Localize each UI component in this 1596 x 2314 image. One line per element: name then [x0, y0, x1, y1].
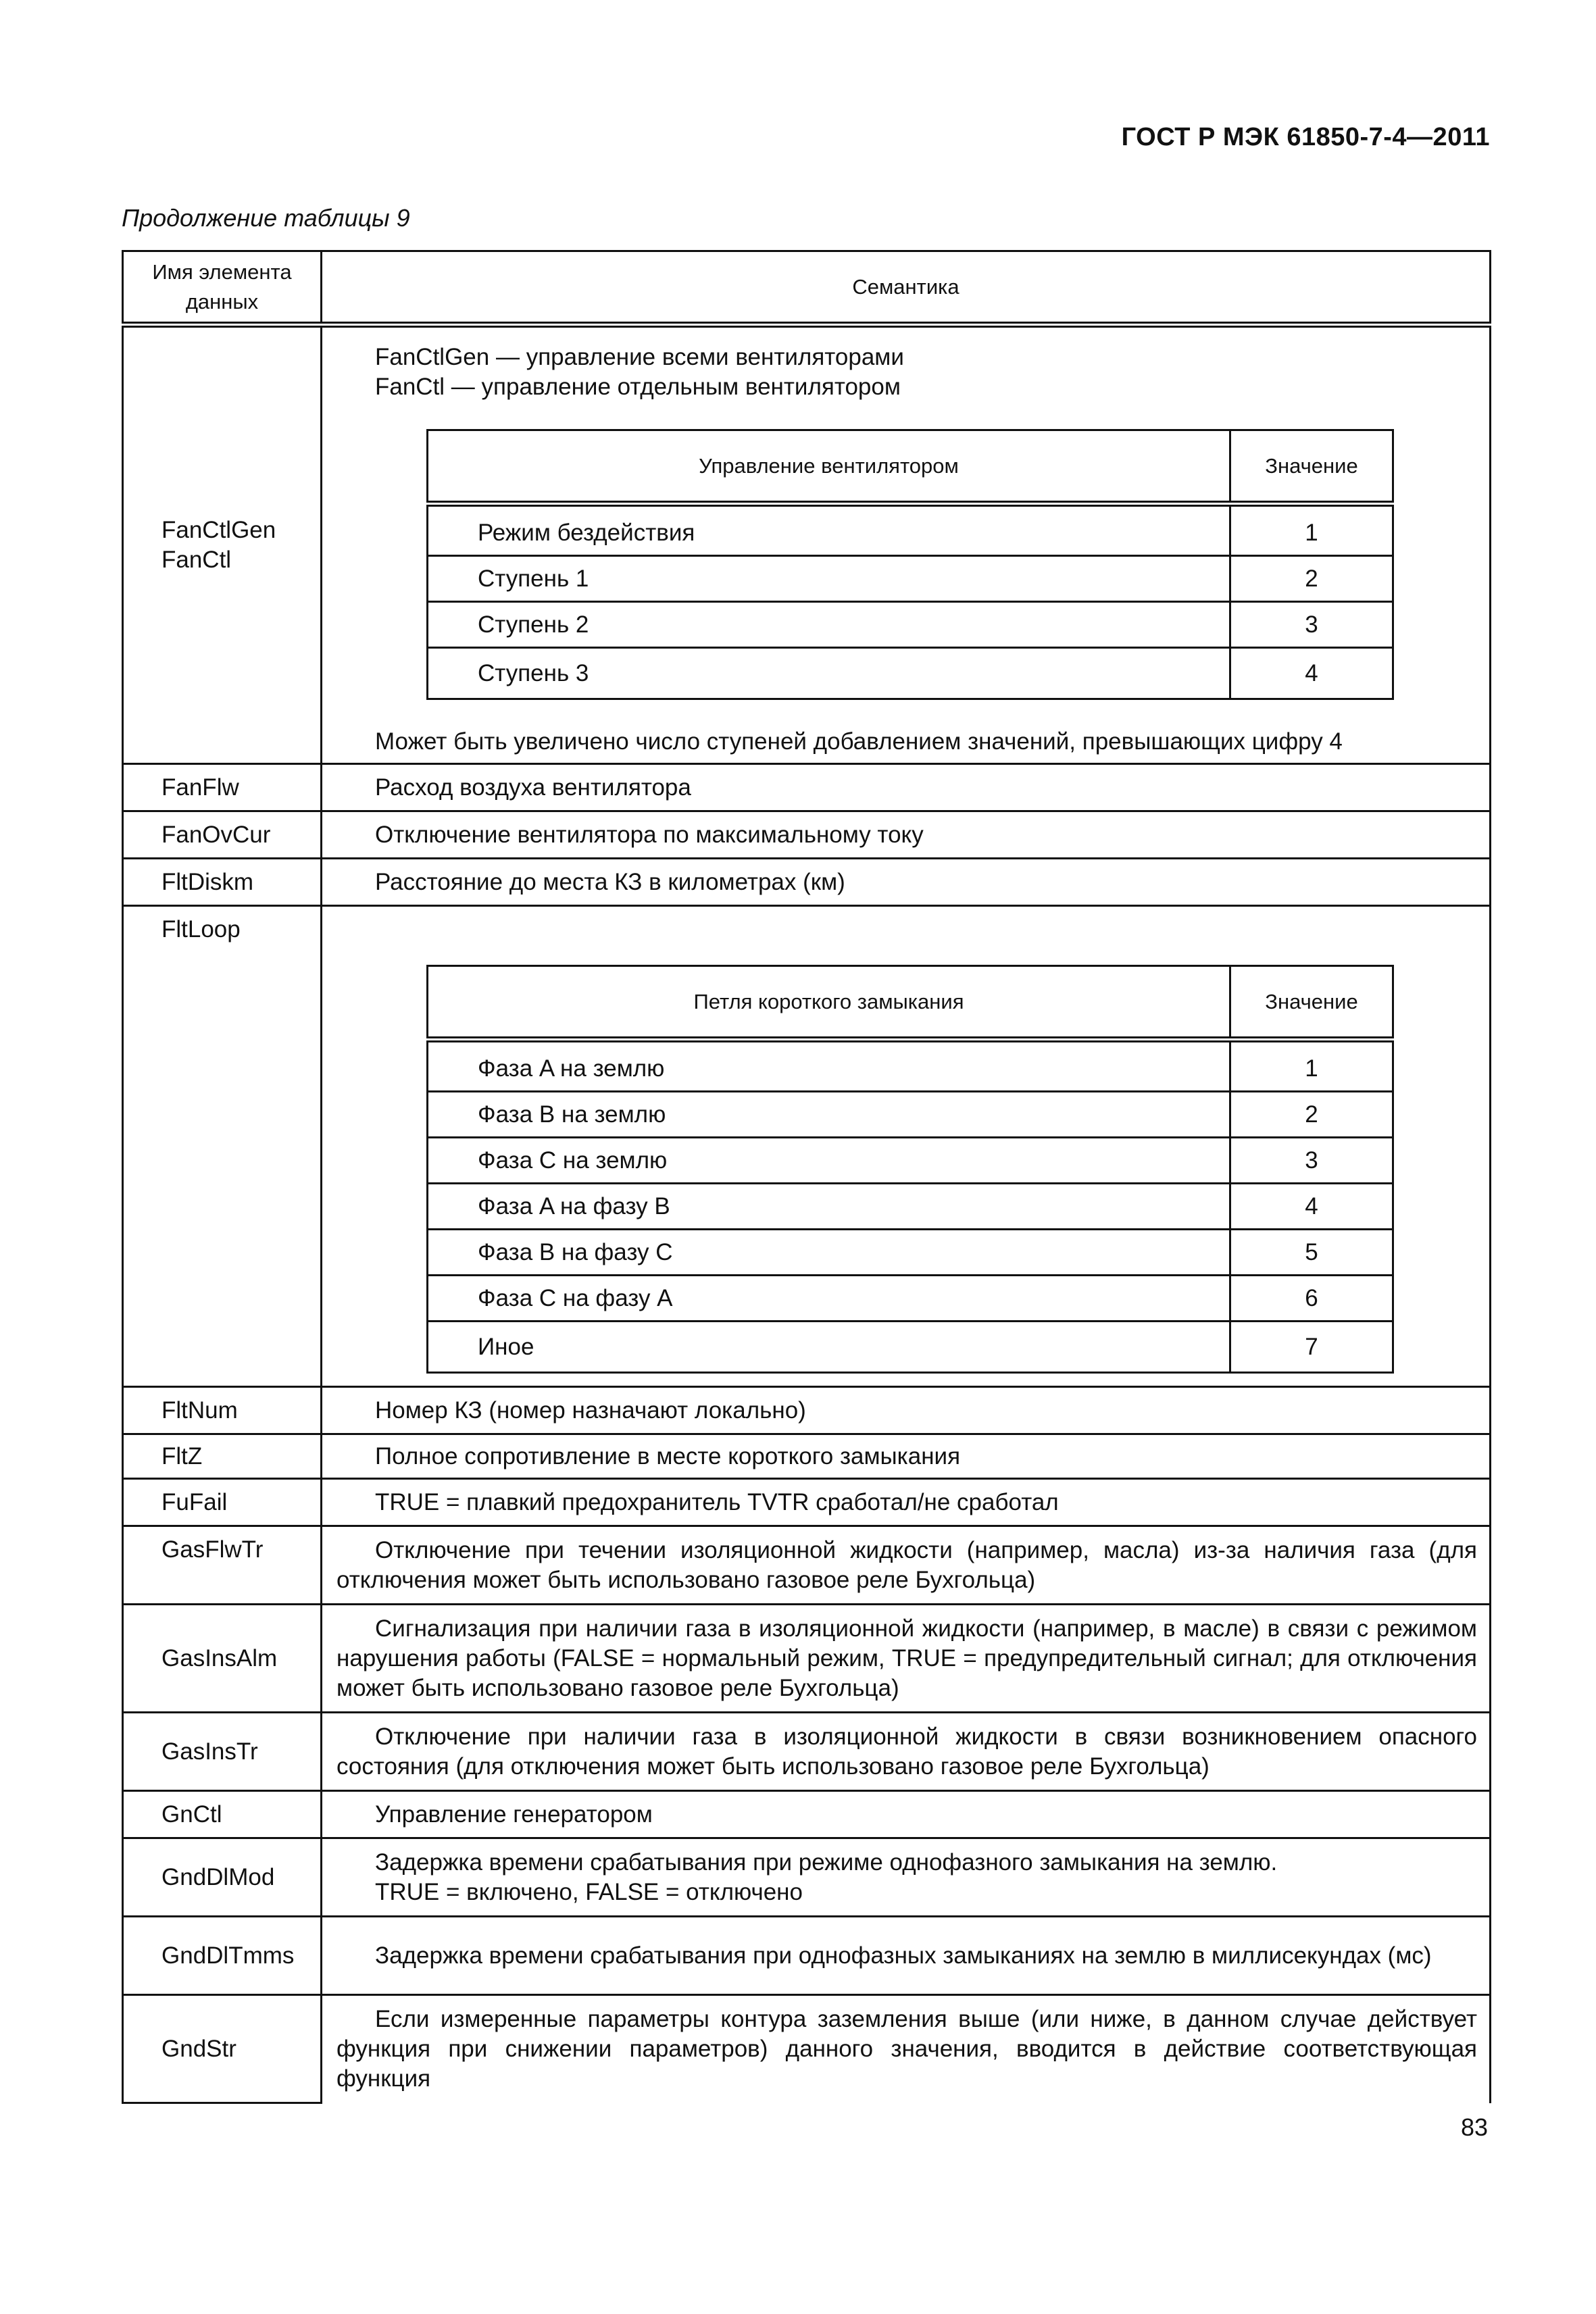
nested-cell-value: 3 [1230, 602, 1393, 648]
nested-row [428, 1276, 1393, 1322]
nested-cell-label: Фаза B на фазу C [428, 1230, 1230, 1276]
column-header-name: Имя элемента данных [123, 251, 322, 325]
semantics-line: Задержка времени срабатывания при однофазных замыканиях на землю в миллисекундах (мс) [375, 1942, 1432, 1969]
page-number: 83 [1460, 2113, 1488, 2141]
fan-control-values-table [426, 429, 1394, 700]
nested-row [428, 504, 1393, 556]
table-row [123, 1713, 1491, 1791]
nested-cell-label: Фаза C на землю [428, 1138, 1230, 1184]
nested-cell-value: 3 [1230, 1138, 1393, 1184]
element-semantics [322, 764, 1491, 811]
semantics-line: TRUE = плавкий предохранитель TVTR сработал/не сработал [375, 1488, 1059, 1515]
nested-cell-label: Иное [428, 1322, 1230, 1373]
table-header-row [123, 251, 1491, 325]
element-name: GndStr [123, 1995, 322, 2103]
semantics-line: Отключение при наличии газа в изоляционной жидкости в связи возникновением опасного состояния (для отключения может быть использовано газовое реле Бухгольца) [336, 1723, 1477, 1780]
element-semantics [322, 859, 1491, 906]
table-row [123, 1387, 1491, 1434]
table-row [123, 1605, 1491, 1713]
semantics-line: FanCtl — управление отдельным вентилятором [375, 374, 901, 400]
element-name-line: FanCtlGen [161, 517, 276, 543]
nested-row [428, 1322, 1393, 1373]
nested-cell-value: 2 [1230, 556, 1393, 602]
table-row [123, 1479, 1491, 1526]
element-name: GndDlTmms [123, 1917, 322, 1995]
table-row [123, 325, 1491, 764]
table-row [123, 1791, 1491, 1838]
nested-row [428, 556, 1393, 602]
nested-cell-label: Фаза C на фазу A [428, 1276, 1230, 1322]
nested-cell-value: 6 [1230, 1276, 1393, 1322]
element-name: FuFail [123, 1479, 322, 1526]
fault-loop-values-table [426, 965, 1394, 1374]
nested-cell-label: Режим бездействия [428, 504, 1230, 556]
element-name: FltZ [123, 1434, 322, 1479]
nested-header-label: Петля короткого замыкания [428, 966, 1230, 1040]
semantics-line: Задержка времени срабатывания при режиме однофазного замыкания на землю. [375, 1848, 1278, 1876]
table-row [123, 859, 1491, 906]
element-name: GasInsAlm [123, 1605, 322, 1713]
nested-cell-label: Ступень 2 [428, 602, 1230, 648]
element-name: FanFlw [123, 764, 322, 811]
nested-cell-value: 2 [1230, 1092, 1393, 1138]
semantics-line: Полное сопротивление в месте короткого замыкания [375, 1442, 961, 1469]
nested-cell-label: Ступень 3 [428, 648, 1230, 699]
nested-cell-value: 4 [1230, 1184, 1393, 1230]
nested-cell-value: 7 [1230, 1322, 1393, 1373]
element-semantics [322, 1526, 1491, 1605]
semantics-line: Отключение при течении изоляционной жидкости (например, масла) из-за наличия газа (для отключения может быть использовано газовое реле Бухгольца) [336, 1536, 1477, 1593]
nested-header-row [428, 430, 1393, 504]
element-semantics [322, 811, 1491, 859]
table-row [123, 1526, 1491, 1605]
semantics-line: FanCtlGen — управление всеми вентиляторами [375, 344, 904, 370]
element-semantics [322, 1434, 1491, 1479]
nested-cell-value: 1 [1230, 1040, 1393, 1092]
column-header-semantics: Семантика [322, 251, 1491, 325]
element-semantics [322, 1387, 1491, 1434]
data-elements-table [122, 250, 1491, 2104]
semantics-line: Управление генератором [375, 1801, 653, 1828]
semantics-line: TRUE = включено, FALSE = отключено [375, 1878, 803, 1905]
table-row [123, 1995, 1491, 2103]
semantics-line: Отключение вентилятора по максимальному току [375, 821, 924, 848]
element-name: FanOvCur [123, 811, 322, 859]
element-semantics [322, 1838, 1491, 1917]
nested-cell-value: 1 [1230, 504, 1393, 556]
table-row [123, 1917, 1491, 1995]
nested-cell-value: 4 [1230, 648, 1393, 699]
element-name: FltLoop [123, 906, 322, 1387]
nested-row [428, 648, 1393, 699]
table-row [123, 764, 1491, 811]
element-name: GnCtl [123, 1791, 322, 1838]
document-code: ГОСТ Р МЭК 61850-7-4—2011 [1121, 123, 1490, 151]
semantics-line: Если измеренные параметры контура заземления выше (или ниже, в данном случае действует функция при снижении параметров) данного значения, вводится в действие соответствующая функция [336, 2006, 1477, 2092]
table-row [123, 1434, 1491, 1479]
nested-cell-label: Ступень 1 [428, 556, 1230, 602]
nested-cell-label: Фаза A на фазу B [428, 1184, 1230, 1230]
element-semantics [322, 1917, 1491, 1995]
semantics-line: Расстояние до места КЗ в километрах (км) [375, 868, 845, 895]
nested-header-value: Значение [1230, 966, 1393, 1040]
element-name: GndDlMod [123, 1838, 322, 1917]
nested-cell-label: Фаза A на землю [428, 1040, 1230, 1092]
semantics-line: Расход воздуха вентилятора [375, 774, 691, 801]
element-name: FltDiskm [123, 859, 322, 906]
element-semantics [322, 1995, 1491, 2103]
element-name: GasFlwTr [123, 1526, 322, 1605]
nested-header-label: Управление вентилятором [428, 430, 1230, 504]
semantics-line: Номер КЗ (номер назначают локально) [375, 1397, 806, 1424]
element-name: FltNum [123, 1387, 322, 1434]
element-semantics [322, 1713, 1491, 1791]
table-continuation-caption: Продолжение таблицы 9 [122, 204, 410, 232]
nested-row [428, 1040, 1393, 1092]
nested-header-row [428, 966, 1393, 1040]
element-semantics [322, 325, 1491, 764]
table-row [123, 1838, 1491, 1917]
semantics-line: Сигнализация при наличии газа в изоляционной жидкости (например, в масле) в связи с режимом нарушения работы (FALSE = нормальный режим, TRUE = предупредительный сигнал; для отключения может быть использовано газовое реле Бухгольца) [336, 1615, 1477, 1701]
element-name [123, 325, 322, 764]
semantics-note: Может быть увеличено число ступеней добавлением значений, превышающих цифру 4 [375, 728, 1343, 755]
element-semantics [322, 1605, 1491, 1713]
element-semantics [322, 1791, 1491, 1838]
nested-row [428, 602, 1393, 648]
nested-row [428, 1138, 1393, 1184]
nested-row [428, 1230, 1393, 1276]
element-name: GasInsTr [123, 1713, 322, 1791]
nested-row [428, 1184, 1393, 1230]
nested-cell-value: 5 [1230, 1230, 1393, 1276]
table-row [123, 906, 1491, 1387]
table-row [123, 811, 1491, 859]
element-semantics [322, 906, 1491, 1387]
nested-cell-label: Фаза B на землю [428, 1092, 1230, 1138]
nested-header-value: Значение [1230, 430, 1393, 504]
element-semantics [322, 1479, 1491, 1526]
nested-row [428, 1092, 1393, 1138]
element-name-line: FanCtl [161, 547, 232, 573]
